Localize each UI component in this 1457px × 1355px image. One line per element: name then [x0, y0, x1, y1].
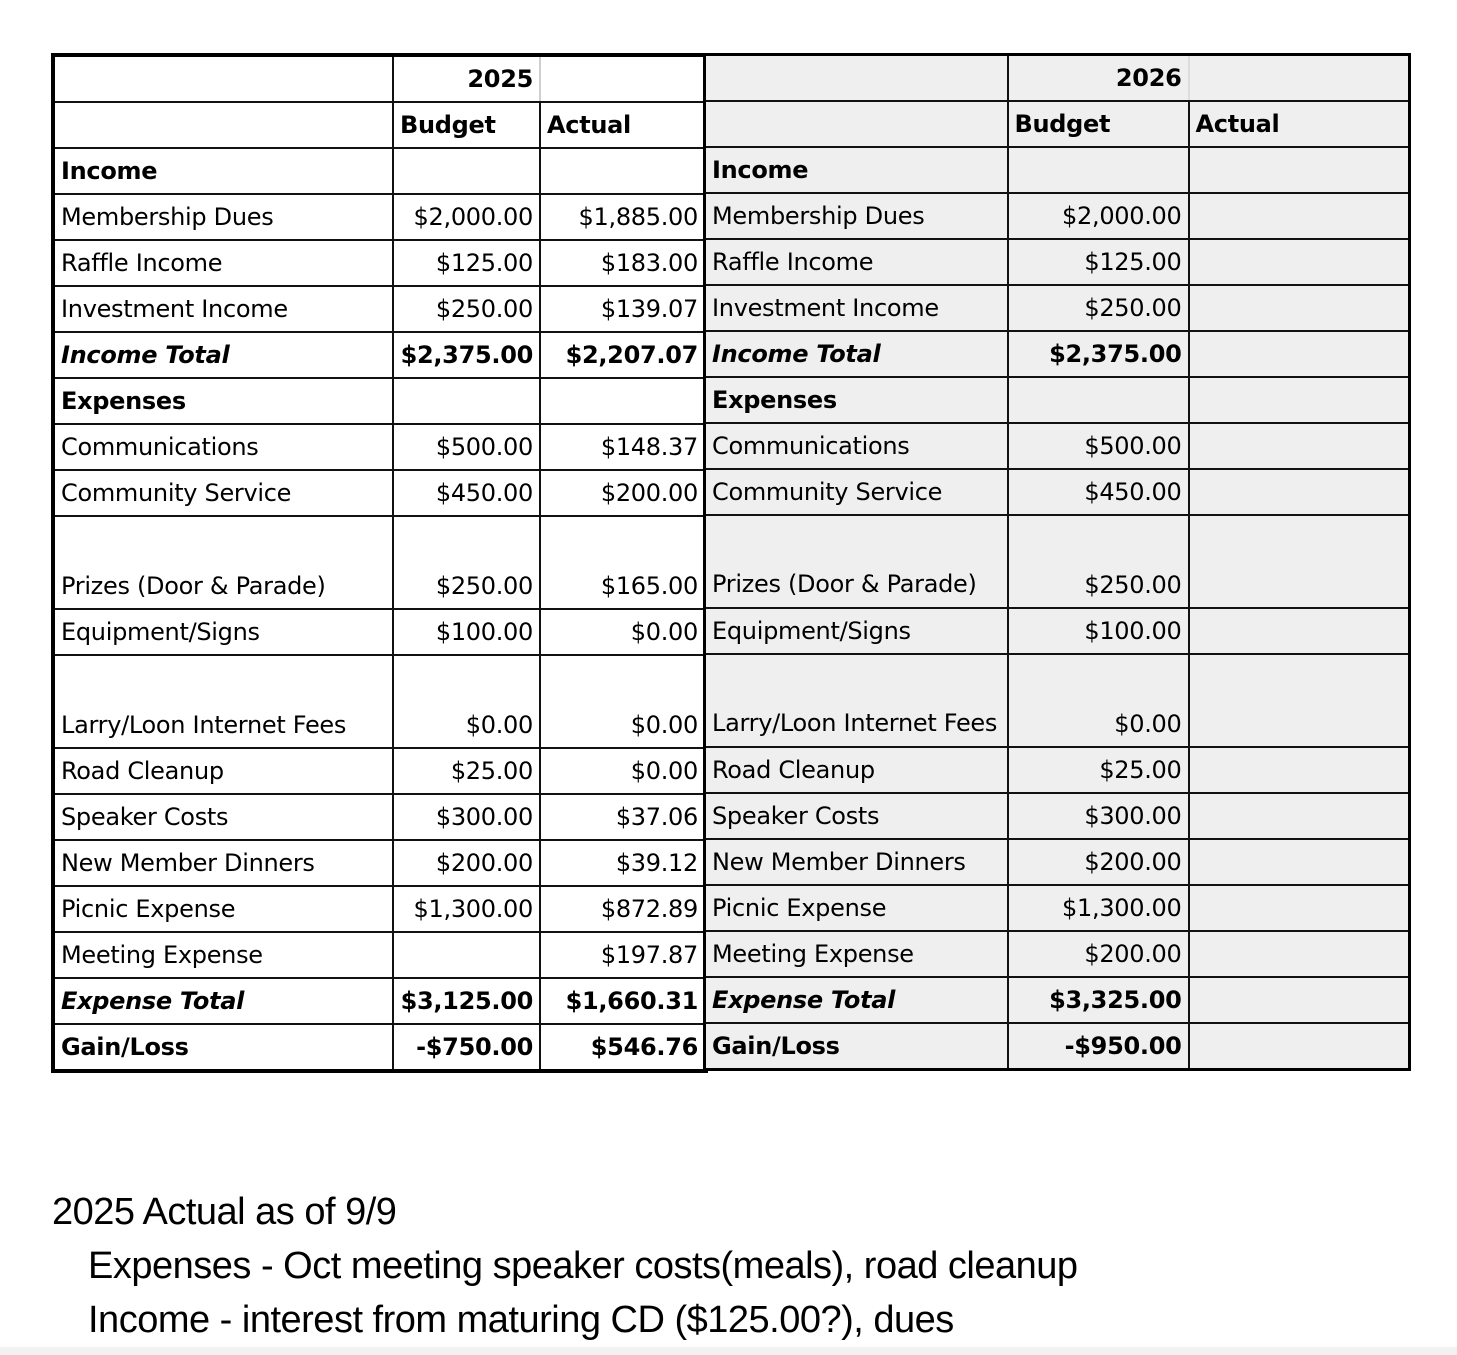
budget-cell: $300.00 [393, 794, 540, 840]
actual-cell [1189, 793, 1410, 839]
row-label: Community Service [705, 469, 1008, 515]
actual-cell: $546.76 [540, 1024, 706, 1071]
budget-cell: $3,325.00 [1008, 977, 1189, 1023]
table-row [705, 377, 1410, 423]
budget-column-header: Budget [1008, 101, 1189, 147]
actual-cell [1189, 654, 1410, 747]
budget-cell: $300.00 [1008, 793, 1189, 839]
row-label: Picnic Expense [53, 886, 393, 932]
row-label: Larry/Loon Internet Fees [53, 655, 393, 748]
row-label: Income [53, 148, 393, 194]
header-blank-cell [53, 102, 393, 148]
actual-cell: $197.87 [540, 932, 706, 978]
actual-cell [1189, 469, 1410, 515]
actual-cell [1189, 285, 1410, 331]
header-blank-cell [540, 55, 706, 102]
actual-cell: $1,660.31 [540, 978, 706, 1024]
budget-cell: $2,000.00 [1008, 193, 1189, 239]
budget-cell: $250.00 [393, 286, 540, 332]
actual-column-header: Actual [540, 102, 706, 148]
table-row [705, 147, 1410, 193]
actual-cell: $200.00 [540, 470, 706, 516]
row-label: Income [705, 147, 1008, 193]
actual-cell: $39.12 [540, 840, 706, 886]
budget-cell: $200.00 [1008, 839, 1189, 885]
actual-cell [1189, 931, 1410, 977]
actual-cell [1189, 885, 1410, 931]
actual-cell [540, 148, 706, 194]
budget-cell: $100.00 [1008, 608, 1189, 654]
header-blank-cell [705, 101, 1008, 147]
budget-cell: $0.00 [1008, 654, 1189, 747]
actual-cell [1189, 608, 1410, 654]
row-label: Membership Dues [705, 193, 1008, 239]
table-row [53, 194, 706, 240]
actual-cell [1189, 747, 1410, 793]
table-row [53, 1024, 706, 1071]
row-label: Gain/Loss [705, 1023, 1008, 1070]
table-row [705, 747, 1410, 793]
table-row [53, 932, 706, 978]
budget-cell: $125.00 [393, 240, 540, 286]
header-blank-cell [1189, 55, 1410, 102]
page-bottom-edge [0, 1347, 1457, 1355]
table-row [705, 515, 1410, 608]
row-label: Larry/Loon Internet Fees [705, 654, 1008, 747]
year-header-row [53, 55, 706, 102]
table-row [53, 378, 706, 424]
actual-cell: $2,207.07 [540, 332, 706, 378]
budget-cell: $0.00 [393, 655, 540, 748]
row-label: Communications [53, 424, 393, 470]
table-row [705, 931, 1410, 977]
table-row [705, 193, 1410, 239]
budget-cell: $100.00 [393, 609, 540, 655]
table-row [53, 424, 706, 470]
header-blank-cell [705, 55, 1008, 102]
row-label: Speaker Costs [705, 793, 1008, 839]
row-label: Income Total [705, 331, 1008, 377]
budget-cell [1008, 377, 1189, 423]
budget-cell: -$750.00 [393, 1024, 540, 1071]
table-row [53, 516, 706, 609]
row-label: Expense Total [705, 977, 1008, 1023]
year-label: 2026 [1008, 55, 1189, 102]
budget-cell: $200.00 [393, 840, 540, 886]
actual-cell [1189, 331, 1410, 377]
notes-line-expenses: Expenses - Oct meeting speaker costs(meals), road cleanup [88, 1245, 1078, 1287]
table-row [705, 239, 1410, 285]
budget-cell: $200.00 [1008, 931, 1189, 977]
table-row [705, 331, 1410, 377]
row-label: Membership Dues [53, 194, 393, 240]
table-row [705, 654, 1410, 747]
actual-cell: $183.00 [540, 240, 706, 286]
year-header-row [705, 55, 1410, 102]
year-label: 2025 [393, 55, 540, 102]
table-row [705, 793, 1410, 839]
budget-table-2025 [51, 53, 708, 1073]
budget-cell: $500.00 [1008, 423, 1189, 469]
budget-cell: $125.00 [1008, 239, 1189, 285]
row-label: Meeting Expense [705, 931, 1008, 977]
row-label: Investment Income [53, 286, 393, 332]
table-row [53, 655, 706, 748]
budget-table-2026 [703, 53, 1411, 1071]
row-label: New Member Dinners [705, 839, 1008, 885]
row-label: Expenses [705, 377, 1008, 423]
notes-title: 2025 Actual as of 9/9 [52, 1191, 397, 1233]
table-row [705, 469, 1410, 515]
table-row [53, 978, 706, 1024]
row-label: Speaker Costs [53, 794, 393, 840]
row-label: Raffle Income [705, 239, 1008, 285]
budget-cell: $250.00 [393, 516, 540, 609]
budget-cell [393, 148, 540, 194]
budget-cell: $1,300.00 [1008, 885, 1189, 931]
table-row [705, 839, 1410, 885]
budget-cell [393, 932, 540, 978]
table-row [53, 886, 706, 932]
row-label: Communications [705, 423, 1008, 469]
header-blank-cell [53, 55, 393, 102]
row-label: Equipment/Signs [53, 609, 393, 655]
table-row [705, 1023, 1410, 1070]
row-label: Prizes (Door & Parade) [53, 516, 393, 609]
notes-line-income: Income - interest from maturing CD ($125.00?), dues [88, 1299, 954, 1341]
actual-cell [1189, 839, 1410, 885]
actual-cell [540, 378, 706, 424]
table-row [53, 470, 706, 516]
row-label: Meeting Expense [53, 932, 393, 978]
table-row [705, 977, 1410, 1023]
table-row [53, 748, 706, 794]
table-row [53, 148, 706, 194]
budget-cell: $25.00 [393, 748, 540, 794]
actual-cell: $165.00 [540, 516, 706, 609]
table-row [53, 332, 706, 378]
budget-cell: $250.00 [1008, 285, 1189, 331]
row-label: Road Cleanup [705, 747, 1008, 793]
budget-cell: $450.00 [1008, 469, 1189, 515]
budget-column-header: Budget [393, 102, 540, 148]
row-label: Gain/Loss [53, 1024, 393, 1071]
actual-column-header: Actual [1189, 101, 1410, 147]
actual-cell [1189, 1023, 1410, 1070]
actual-cell [1189, 239, 1410, 285]
row-label: Road Cleanup [53, 748, 393, 794]
table-row [53, 840, 706, 886]
budget-cell: $25.00 [1008, 747, 1189, 793]
table-row [705, 608, 1410, 654]
row-label: Raffle Income [53, 240, 393, 286]
row-label: New Member Dinners [53, 840, 393, 886]
notes-section [52, 1185, 1078, 1347]
column-header-row [53, 102, 706, 148]
actual-cell: $139.07 [540, 286, 706, 332]
row-label: Investment Income [705, 285, 1008, 331]
budget-cell: $450.00 [393, 470, 540, 516]
table-row [53, 609, 706, 655]
table-row [53, 286, 706, 332]
row-label: Community Service [53, 470, 393, 516]
table-row [705, 885, 1410, 931]
table-row [53, 240, 706, 286]
budget-cell: $2,375.00 [393, 332, 540, 378]
column-header-row [705, 101, 1410, 147]
budget-cell: $2,375.00 [1008, 331, 1189, 377]
budget-cell: $3,125.00 [393, 978, 540, 1024]
budget-cell [393, 378, 540, 424]
budget-cell: $1,300.00 [393, 886, 540, 932]
actual-cell: $0.00 [540, 748, 706, 794]
budget-cell: $500.00 [393, 424, 540, 470]
budget-cell: $250.00 [1008, 515, 1189, 608]
actual-cell [1189, 515, 1410, 608]
budget-cell: -$950.00 [1008, 1023, 1189, 1070]
row-label: Income Total [53, 332, 393, 378]
row-label: Picnic Expense [705, 885, 1008, 931]
table-row [705, 285, 1410, 331]
actual-cell [1189, 423, 1410, 469]
table-row [705, 423, 1410, 469]
actual-cell: $1,885.00 [540, 194, 706, 240]
budget-cell [1008, 147, 1189, 193]
actual-cell: $0.00 [540, 609, 706, 655]
row-label: Expense Total [53, 978, 393, 1024]
budget-table-2025-body [53, 55, 706, 1071]
row-label: Prizes (Door & Parade) [705, 515, 1008, 608]
row-label: Expenses [53, 378, 393, 424]
actual-cell: $148.37 [540, 424, 706, 470]
budget-table-2026-body [705, 55, 1410, 1070]
actual-cell [1189, 147, 1410, 193]
actual-cell [1189, 193, 1410, 239]
actual-cell: $872.89 [540, 886, 706, 932]
actual-cell: $37.06 [540, 794, 706, 840]
actual-cell [1189, 977, 1410, 1023]
budget-cell: $2,000.00 [393, 194, 540, 240]
table-row [53, 794, 706, 840]
row-label: Equipment/Signs [705, 608, 1008, 654]
actual-cell: $0.00 [540, 655, 706, 748]
actual-cell [1189, 377, 1410, 423]
